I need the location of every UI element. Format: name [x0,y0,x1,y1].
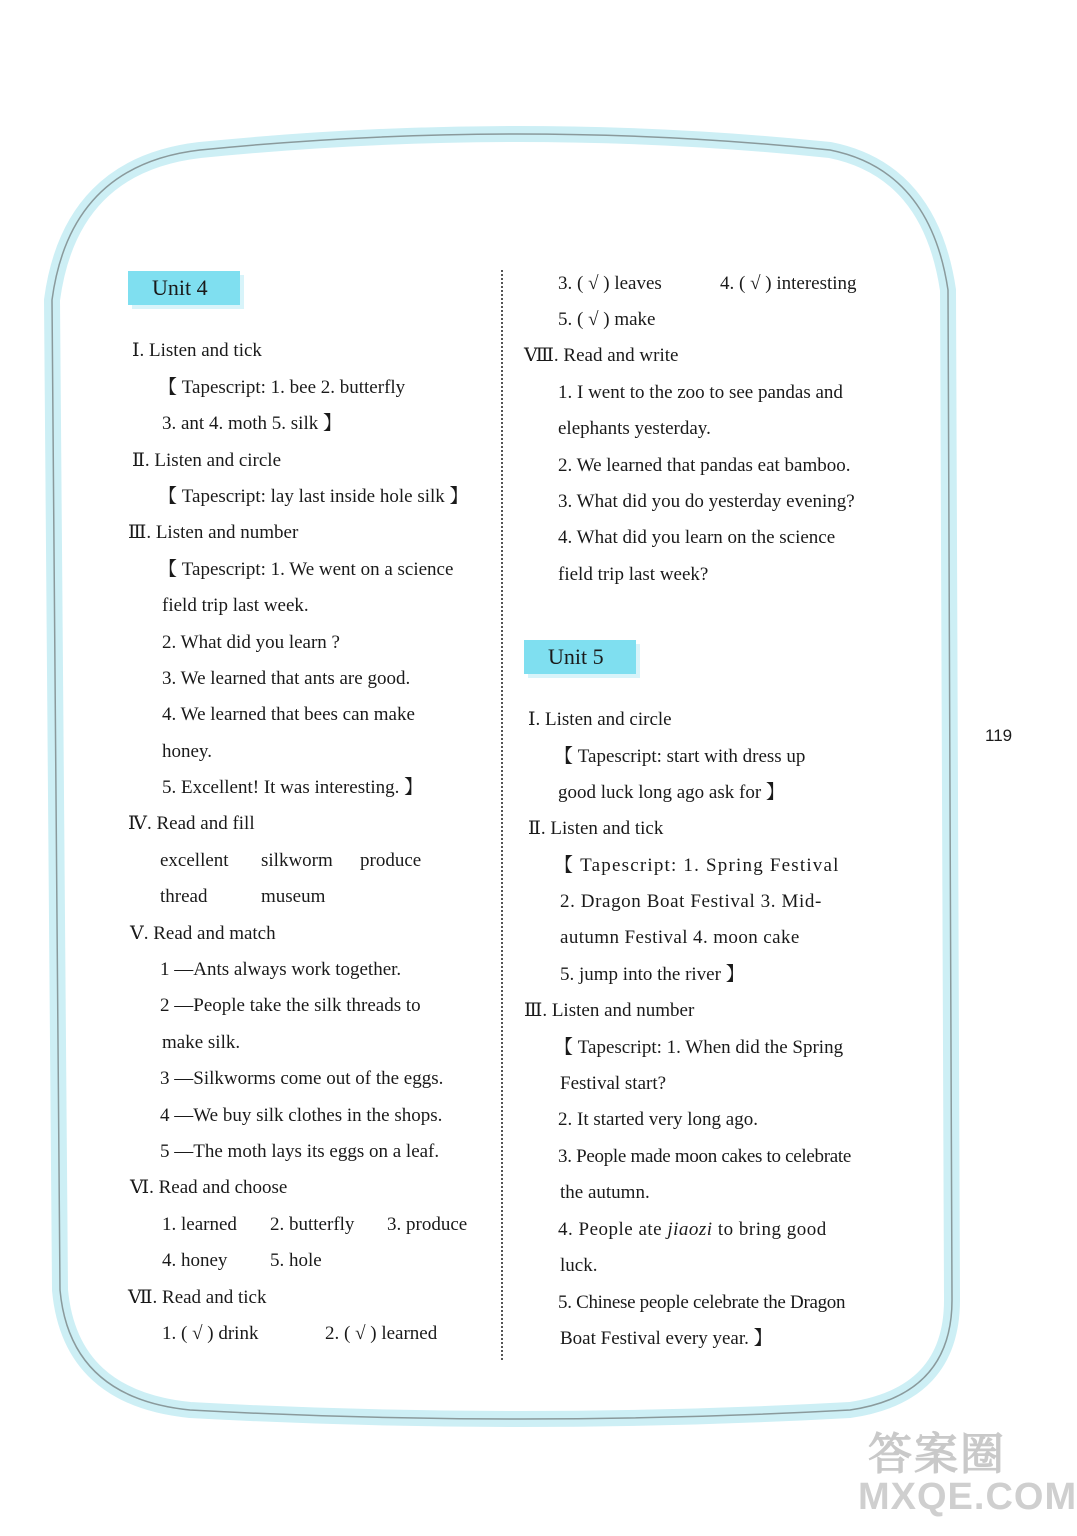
u5-s3-line [558,1219,827,1241]
u4-s3-line: 3. We learned that ants are good. [162,668,411,689]
u4-section3-heading: Ⅲ. Listen and number [128,522,299,543]
u4-section1-heading: Ⅰ. Listen and tick [132,340,262,361]
unit5-heading: Unit 5 [524,640,636,674]
u5-s3-line: 3. People made moon cakes to celebrate [558,1146,852,1167]
u5-s2-line: 2. Dragon Boat Festival 3. Mid- [560,891,822,912]
u4-s7-item: 1. ( √ ) drink [162,1323,259,1344]
u4-s3-line: field trip last week. [162,595,309,616]
u4-s8-line: 2. We learned that pandas eat bamboo. [558,455,851,476]
page-number: 119 [985,726,1013,745]
u4-section4-heading: Ⅳ. Read and fill [128,813,255,834]
u4-s6-option: 3. produce [387,1214,468,1235]
watermark-logo: 答案圈 [868,1429,1006,1480]
u5-s2-line: 【 Tapescript: 1. Spring Festival [554,855,840,876]
u4-s3-line: 【 Tapescript: 1. We went on a science [158,559,454,580]
u5-s3-line: 5. Chinese people celebrate the Dragon [558,1292,846,1313]
u4-s6-option: 4. honey [162,1250,228,1271]
u4-s1-line: 【 Tapescript: 1. bee 2. butterfly [158,377,406,398]
u4-section6-heading: Ⅵ. Read and choose [130,1177,288,1198]
u5-s3-line: 【 Tapescript: 1. When did the Spring [554,1037,844,1058]
u4-s4-word: produce [360,850,422,871]
u4-s5-line: 4 —We buy silk clothes in the shops. [160,1105,443,1126]
u5-section3-heading: Ⅲ. Listen and number [524,1000,695,1021]
u4-s8-line: 1. I went to the zoo to see pandas and [558,382,843,403]
u4-s8-line: field trip last week? [558,564,709,585]
u4-s3-line: 5. Excellent! It was interesting. 】 [162,777,424,798]
u4-s6-option: 2. butterfly [270,1214,355,1235]
u4-s3-line: 2. What did you learn ? [162,632,340,653]
u4-s8-line: elephants yesterday. [558,418,711,439]
unit4-heading: Unit 4 [128,271,240,305]
u4-s5-line: 3 —Silkworms come out of the eggs. [160,1068,444,1089]
u5-s1-line: good luck long ago ask for 】 [558,782,785,803]
u4-s8-line: 3. What did you do yesterday evening? [558,491,855,512]
u4-s8-line: 4. What did you learn on the science [558,527,836,548]
u5-s3-line: the autumn. [560,1182,650,1203]
u4-s4-word: museum [261,886,326,907]
u4-s3-line: honey. [162,741,212,762]
u5-section2-heading: Ⅱ. Listen and tick [528,818,664,839]
u5-s2-line: autumn Festival 4. moon cake [560,927,800,948]
u4-s1-line: 3. ant 4. moth 5. silk 】 [162,413,342,434]
u5-s3-text: to bring good [712,1219,827,1240]
u4-s5-line: make silk. [162,1032,241,1053]
u4-s5-line: 1 —Ants always work together. [160,959,402,980]
u5-s3-line: luck. [560,1255,598,1276]
u5-s1-line: 【 Tapescript: start with dress up [554,746,806,767]
u4-s7-item: 2. ( √ ) learned [325,1323,438,1344]
u4-s5-line: 5 —The moth lays its eggs on a leaf. [160,1141,440,1162]
u4-s6-option: 1. learned [162,1214,237,1235]
u4-s7-item: 4. ( √ ) interesting [720,273,857,294]
u5-s2-line: 5. jump into the river 】 [560,964,745,985]
u4-section7-heading: Ⅶ. Read and tick [128,1287,267,1308]
u5-s3-text: 4. People ate [558,1219,668,1240]
column-divider [501,270,503,1360]
u4-s6-option: 5. hole [270,1250,322,1271]
u4-section5-heading: Ⅴ. Read and match [130,923,276,944]
u4-s7-item: 3. ( √ ) leaves [558,273,662,294]
u4-section8-heading: Ⅷ. Read and write [524,345,679,366]
u4-s4-word: silkworm [261,850,333,871]
u4-s4-word: thread [160,886,208,907]
u5-section1-heading: Ⅰ. Listen and circle [528,709,672,730]
u4-s3-line: 4. We learned that bees can make [162,704,415,725]
u4-s5-line: 2 —People take the silk threads to [160,995,421,1016]
u4-section2-heading: Ⅱ. Listen and circle [132,450,282,471]
u4-s4-word: excellent [160,850,229,871]
u4-s7-item: 5. ( √ ) make [558,309,656,330]
watermark-url: MXQE.COM [858,1476,1077,1518]
u5-s3-line: 2. It started very long ago. [558,1109,758,1130]
u5-s3-line: Festival start? [560,1073,667,1094]
u5-s3-italic-word: jiaozi [667,1219,713,1240]
u5-s3-line: Boat Festival every year. 】 [560,1328,773,1349]
u4-s2-line: 【 Tapescript: lay last inside hole silk 】 [158,486,469,507]
